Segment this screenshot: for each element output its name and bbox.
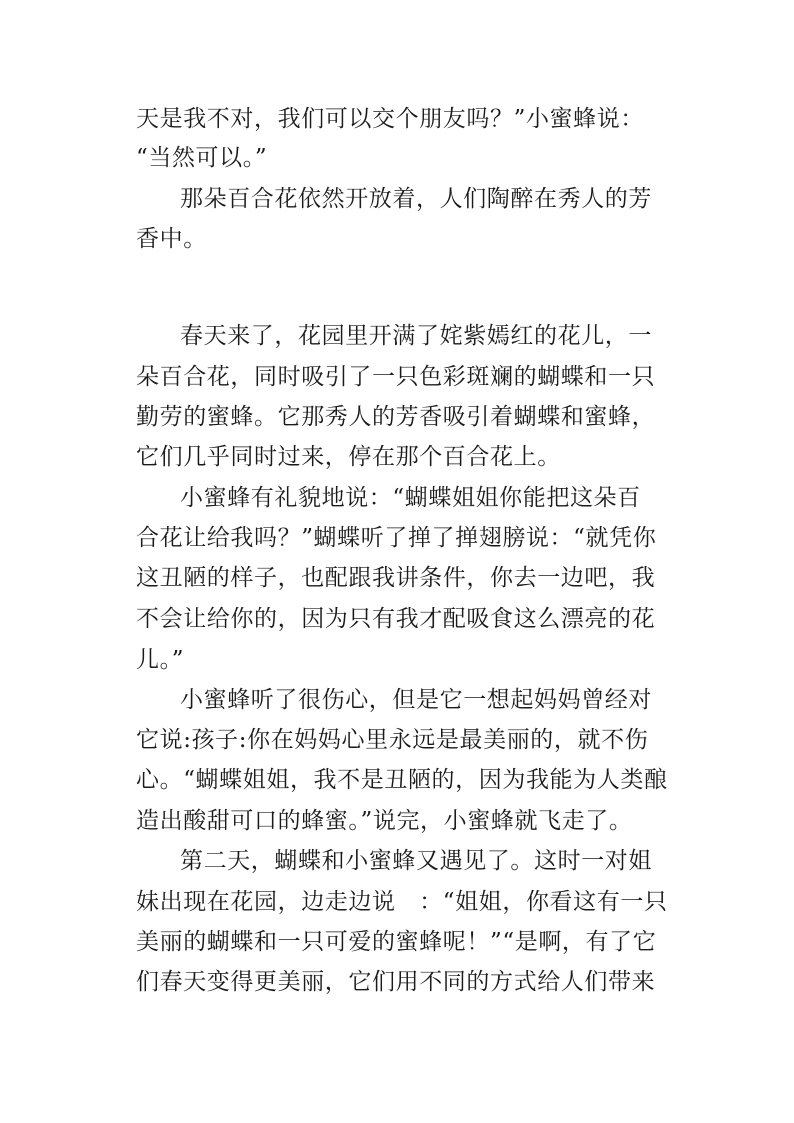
- text-line: 天是我不对，我们可以交个朋友吗？”小蜜蜂说：: [136, 106, 644, 132]
- text-line: 小蜜蜂有礼貌地说：“蝴蝶姐姐你能把这朵百: [180, 485, 641, 511]
- text-line: 不会让给你的，因为只有我才配吸食这么漂亮的花: [136, 606, 656, 632]
- text-line: 合花让给我吗？”蝴蝶听了掸了掸翅膀说：“就凭你: [136, 525, 657, 551]
- text-line: 香中。: [136, 226, 207, 252]
- text-line: 妹出现在花园，边走边说 ：“姐姐，你看这有一只: [136, 889, 668, 915]
- text-line: 那朵百合花依然开放着，人们陶醉在秀人的芳: [180, 186, 652, 212]
- text-line: 儿。”: [136, 647, 185, 673]
- text-line: 心。“蝴蝶姐姐，我不是丑陋的，因为我能为人类酿: [136, 767, 668, 793]
- text-line: 们春天变得更美丽，它们用不同的方式给人们带来: [136, 969, 656, 995]
- text-line: 美丽的蝴蝶和一只可爱的蜜蜂呢！”“是啊，有了它: [136, 929, 657, 955]
- text-line: 春天来了，花园里开满了姹紫嫣红的花儿，一: [180, 323, 652, 349]
- text-line: 勤劳的蜜蜂。它那秀人的芳香吸引着蝴蝶和蜜蜂，: [136, 404, 656, 430]
- text-line: “当然可以。”: [136, 145, 268, 171]
- text-line: 它们几乎同时过来，停在那个百合花上。: [136, 444, 561, 470]
- text-line: 它说:孩子:你在妈妈心里永远是最美丽的，就不伤: [136, 727, 649, 753]
- text-line: 造出酸甜可口的蜂蜜。”说完，小蜜蜂就飞走了。: [136, 808, 633, 834]
- text-line: 朵百合花，同时吸引了一只色彩斑斓的蝴蝶和一只: [136, 364, 656, 390]
- text-line: 这丑陋的样子，也配跟我讲条件，你去一边吧，我: [136, 565, 656, 591]
- text-line: 第二天，蝴蝶和小蜜蜂又遇见了。这时一对姐: [180, 848, 652, 874]
- text-line: 小蜜蜂听了很伤心，但是它一想起妈妈曾经对: [180, 687, 652, 713]
